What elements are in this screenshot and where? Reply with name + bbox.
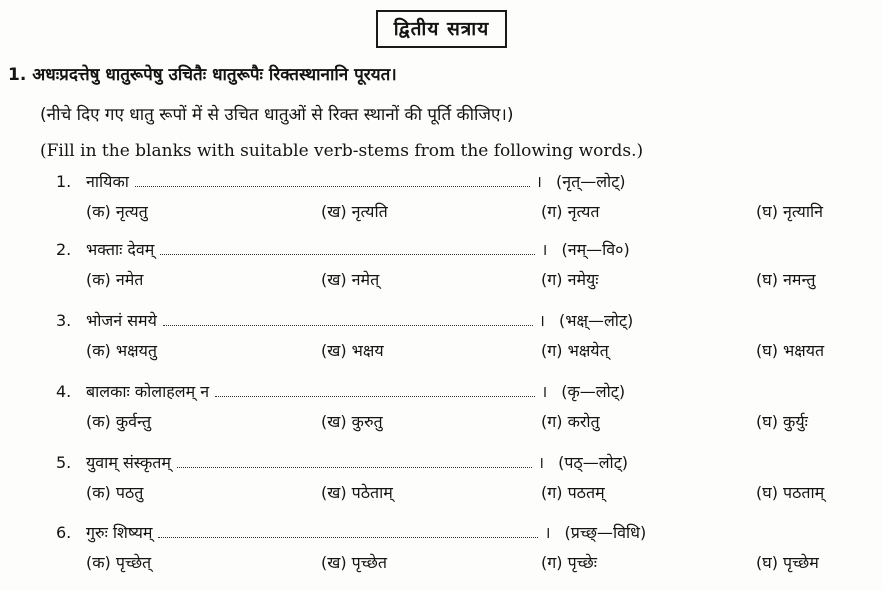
options-row	[56, 551, 866, 581]
option-a[interactable]: (क) भक्षयतु	[86, 341, 157, 360]
blank-line[interactable]	[160, 240, 535, 255]
option-d[interactable]: (घ) पृच्छेम	[756, 553, 819, 572]
option-c[interactable]: (ग) नृत्यत	[541, 202, 600, 221]
item-sentence: गुरुः शिष्यम्	[86, 523, 153, 542]
option-c[interactable]: (ग) पृच्छेः	[541, 553, 598, 572]
item-number: 3.	[56, 311, 72, 330]
options-row	[56, 268, 866, 298]
item-sentence: भक्ताः देवम्	[86, 240, 155, 259]
item-number: 1.	[56, 172, 72, 191]
item-danda: ।	[541, 382, 548, 401]
blank-line[interactable]	[177, 453, 532, 468]
exercise-item	[56, 380, 866, 440]
item-stem	[56, 309, 866, 335]
item-number: 6.	[56, 523, 72, 542]
item-danda: ।	[538, 311, 545, 330]
english-instruction: (Fill in the blanks with suitable verb-stems from the following words.)	[40, 141, 644, 161]
item-stem	[56, 521, 866, 547]
option-d[interactable]: (घ) कुर्युः	[756, 412, 808, 431]
exercise-item	[56, 451, 866, 511]
option-a[interactable]: (क) कुर्वन्तु	[86, 412, 152, 431]
option-d[interactable]: (घ) नृत्यानि	[756, 202, 823, 221]
item-number: 5.	[56, 453, 72, 472]
option-c[interactable]: (ग) भक्षयेत्	[541, 341, 609, 360]
item-stem	[56, 238, 866, 264]
question-heading	[8, 62, 397, 85]
exercise-item	[56, 238, 866, 298]
options-row	[56, 339, 866, 369]
option-d[interactable]: (घ) भक्षयत	[756, 341, 825, 360]
option-b[interactable]: (ख) नमेत्	[321, 270, 380, 289]
options-row	[56, 481, 866, 511]
options-row	[56, 410, 866, 440]
option-a[interactable]: (क) पृच्छेत्	[86, 553, 152, 572]
option-b[interactable]: (ख) पृच्छेत	[321, 553, 387, 572]
option-b[interactable]: (ख) नृत्यति	[321, 202, 388, 221]
hindi-instruction: (नीचे दिए गए धातु रूपों में से उचित धातुओं से रिक्त स्थानों की पूर्ति कीजिए।)	[40, 105, 514, 125]
item-number: 4.	[56, 382, 72, 401]
item-hint: (कृ—लोट्)	[561, 382, 626, 401]
option-b[interactable]: (ख) पठेताम्	[321, 483, 393, 502]
option-c[interactable]: (ग) पठतम्	[541, 483, 605, 502]
item-hint: (प्रच्छ्—विधि)	[564, 523, 647, 542]
option-a[interactable]: (क) नमेत	[86, 270, 144, 289]
option-b[interactable]: (ख) भक्षय	[321, 341, 384, 360]
title-wrapper	[0, 10, 883, 48]
item-danda: ।	[544, 523, 551, 542]
item-hint: (नम्—वि०)	[561, 240, 630, 259]
option-d[interactable]: (घ) पठताम्	[756, 483, 825, 502]
item-sentence: युवाम् संस्कृतम्	[86, 453, 171, 472]
item-sentence: भोजनं समये	[86, 311, 157, 330]
option-b[interactable]: (ख) कुरुतु	[321, 412, 383, 431]
question-number: 1.	[8, 65, 27, 85]
blank-line[interactable]	[135, 172, 530, 187]
item-danda: ।	[541, 240, 548, 259]
item-danda: ।	[538, 453, 545, 472]
item-sentence: नायिका	[86, 172, 129, 191]
item-sentence: बालकाः कोलाहलम् न	[86, 382, 210, 401]
item-number: 2.	[56, 240, 72, 259]
option-a[interactable]: (क) पठतु	[86, 483, 144, 502]
option-c[interactable]: (ग) नमेयुः	[541, 270, 599, 289]
exercise-item	[56, 309, 866, 369]
item-hint: (भक्ष्—लोट्)	[558, 311, 634, 330]
item-danda: ।	[535, 172, 542, 191]
option-d[interactable]: (घ) नमन्तु	[756, 270, 816, 289]
item-stem	[56, 170, 866, 196]
blank-line[interactable]	[163, 311, 533, 326]
item-stem	[56, 451, 866, 477]
item-stem	[56, 380, 866, 406]
item-hint: (पठ्—लोट्)	[558, 453, 629, 472]
exercise-item	[56, 521, 866, 581]
blank-line[interactable]	[215, 382, 535, 397]
blank-line[interactable]	[158, 523, 538, 538]
item-hint: (नृत्—लोट्)	[555, 172, 626, 191]
option-a[interactable]: (क) नृत्यतु	[86, 202, 148, 221]
question-instruction: अधःप्रदत्तेषु धातुरूपेषु उचितैः धातुरूपैः रिक्तस्थानानि पूरयत।	[32, 65, 397, 85]
options-row	[56, 200, 866, 230]
option-c[interactable]: (ग) करोतु	[541, 412, 600, 431]
exercise-item	[56, 170, 866, 230]
section-title: द्वितीय सत्राय	[376, 10, 508, 48]
